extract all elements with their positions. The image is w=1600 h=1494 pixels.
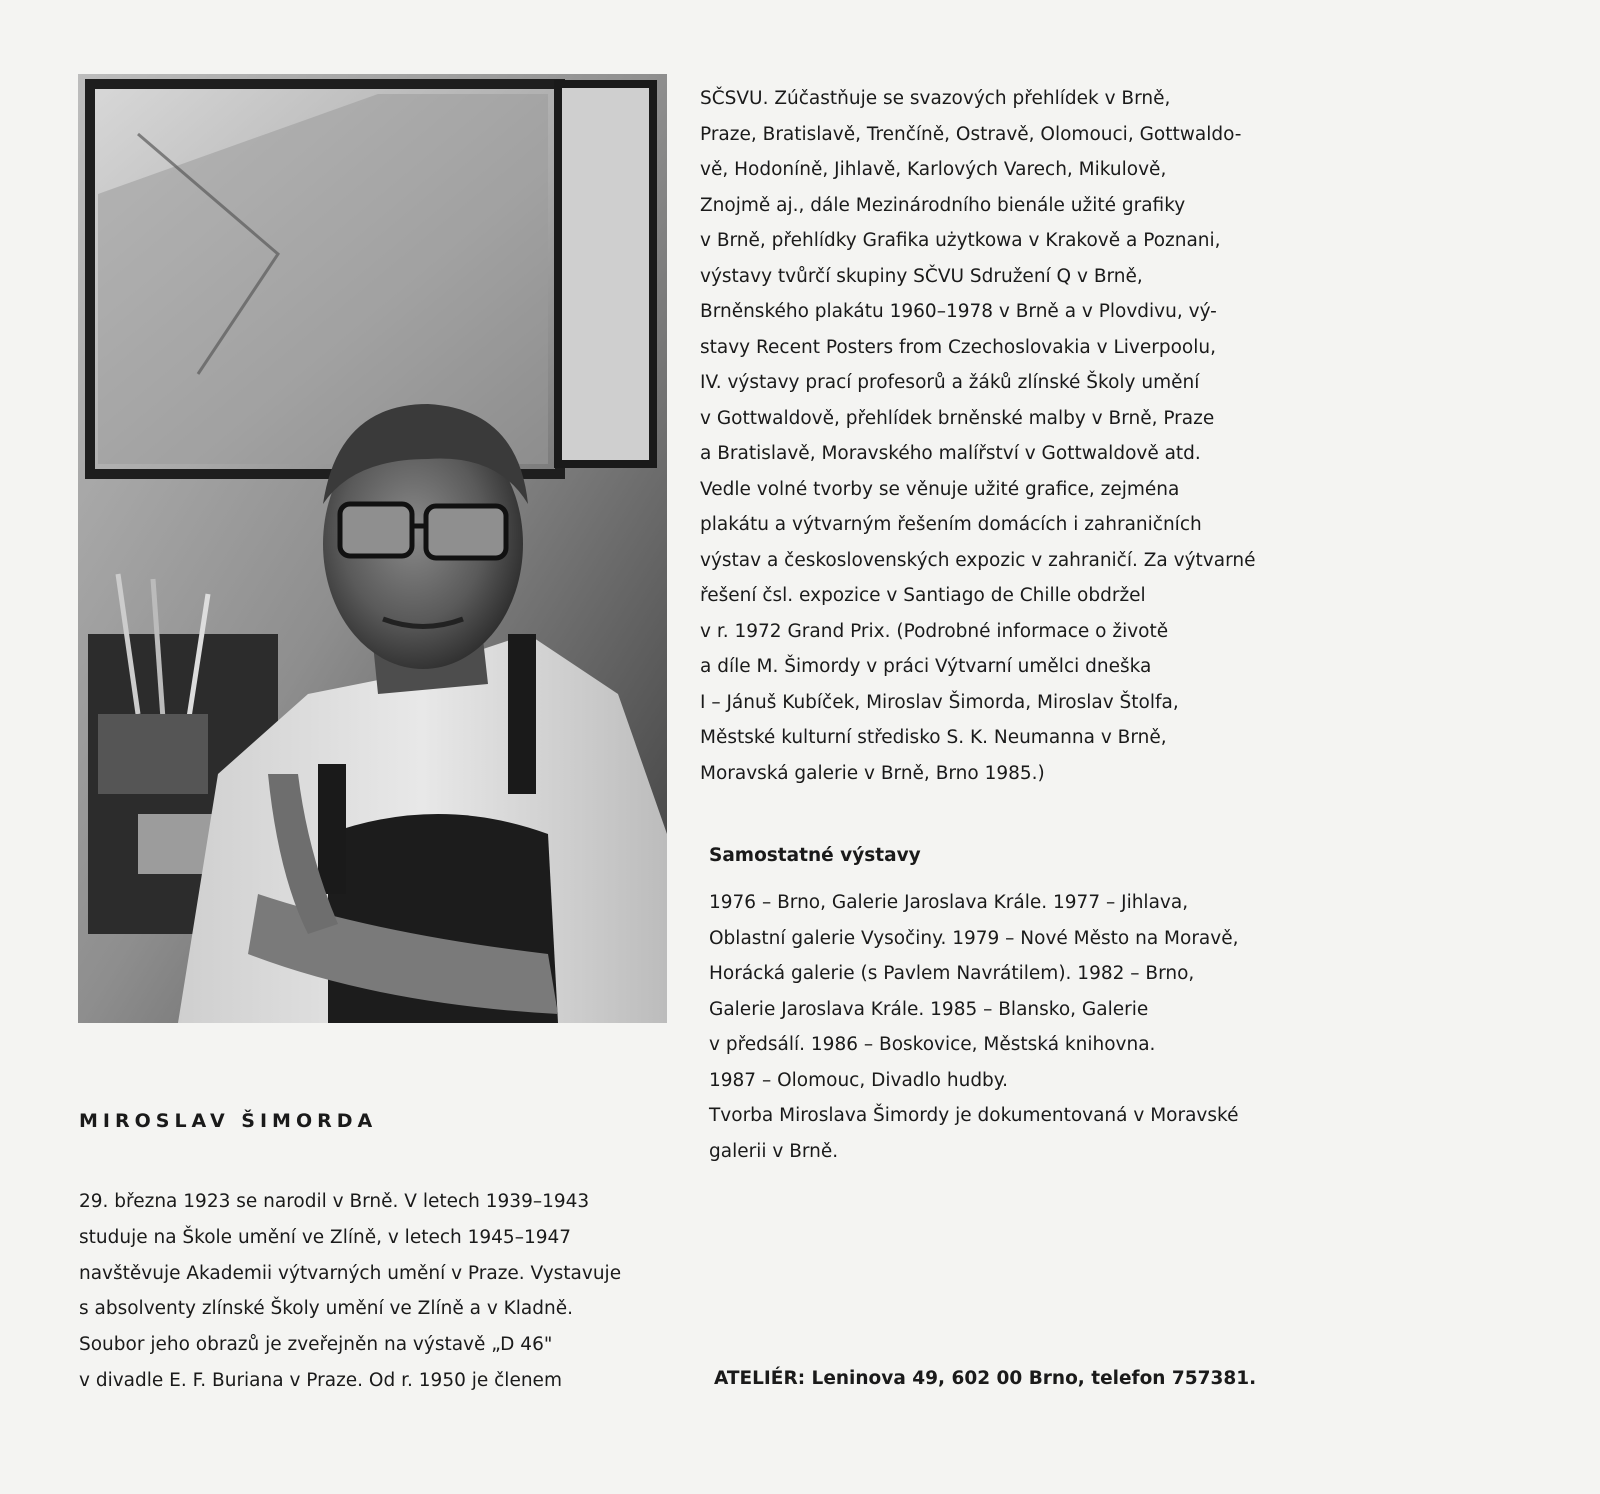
exhibition-line: 1987 – Olomouc, Divadlo hudby. [709,1069,1008,1091]
text-line: Městské kulturní středisko S. K. Neumanna v Brně, [700,727,1167,748]
bio-line: 29. března 1923 se narodil v Brně. V letech 1939–1943 [79,1191,590,1212]
bio-line: s absolventy zlínské Školy umění ve Zlíně a v Kladně. [79,1298,573,1320]
exhibition-line: Horácká galerie (s Pavlem Navrátilem). 1982 – Brno, [709,963,1195,984]
exhibitions-list [709,885,1329,1169]
text-line: v Gottwaldově, přehlídek brněnské malby v Brně, Praze [700,407,1215,429]
text-line: a Bratislavě, Moravského malířství v Gottwaldově atd. [700,443,1201,464]
text-line: a díle M. Šimordy v práci Výtvarní umělci dneška [700,656,1152,677]
text-line: stavy Recent Posters from Czechoslovakia v Liverpoolu, [700,336,1216,358]
bio-line: studuje na Škole umění ve Zlíně, v letech 1945–1947 [79,1226,572,1248]
exhibition-line: galerii v Brně. [709,1140,839,1162]
text-line: Praze, Bratislavě, Trenčíně, Ostravě, Olomouci, Gottwaldo- [700,123,1242,145]
exhibition-line: Oblastní galerie Vysočiny. 1979 – Nové Město na Moravě, [709,927,1239,949]
exhibition-line: v předsálí. 1986 – Boskovice, Městská knihovna. [709,1034,1156,1055]
text-line: SČSVU. Zúčastňuje se svazových přehlídek v Brně, [700,88,1171,109]
bio-line: navštěvuje Akademii výtvarných umění v Praze. Vystavuje [79,1262,622,1284]
text-line: výstav a československých expozic v zahraničí. Za výtvarné [700,549,1256,571]
biography-text [79,1184,689,1399]
bio-line: v divadle E. F. Buriana v Praze. Od r. 1950 je členem [79,1369,562,1391]
text-line: řešení čsl. expozice v Santiago de Chille obdržel [700,585,1146,606]
portrait-photo [78,74,667,1023]
studio-address: ATELIÉR: Leninova 49, 602 00 Brno, telefon 757381. [714,1368,1257,1389]
text-line: Vedle volné tvorby se věnuje užité grafice, zejména [700,478,1180,500]
exhibitions-heading: Samostatné výstavy [709,845,921,866]
text-line: plakátu a výtvarným řešením domácích i zahraničních [700,514,1202,535]
text-line: I – Jánuš Kubíček, Miroslav Šimorda, Miroslav Štolfa, [700,691,1179,713]
text-line: vě, Hodoníně, Jihlavě, Karlových Varech, Mikulově, [700,159,1167,180]
biography-continued-text [700,81,1320,791]
text-line: v r. 1972 Grand Prix. (Podrobné informace o životě [700,620,1169,642]
exhibition-line: 1976 – Brno, Galerie Jaroslava Krále. 1977 – Jihlava, [709,892,1189,913]
text-line: Brněnského plakátu 1960–1978 v Brně a v Plovdivu, vý- [700,301,1217,322]
text-line: Moravská galerie v Brně, Brno 1985.) [700,762,1045,784]
exhibition-line: Tvorba Miroslava Šimordy je dokumentovaná v Moravské [709,1105,1239,1126]
text-line: Znojmě aj., dále Mezinárodního bienále užité grafiky [700,194,1186,216]
artist-name-heading: MIROSLAV ŠIMORDA [79,1110,378,1132]
text-line: IV. výstavy prací profesorů a žáků zlínské Školy umění [700,372,1200,393]
text-line: v Brně, přehlídky Grafika użytkowa v Krakově a Poznani, [700,230,1221,251]
bio-line: Soubor jeho obrazů je zveřejněn na výstavě „D 46" [79,1334,553,1356]
text-line: výstavy tvůrčí skupiny SČVU Sdružení Q v Brně, [700,265,1143,287]
exhibition-line: Galerie Jaroslava Krále. 1985 – Blansko, Galerie [709,998,1149,1020]
portrait-photo-icon [78,74,667,1023]
